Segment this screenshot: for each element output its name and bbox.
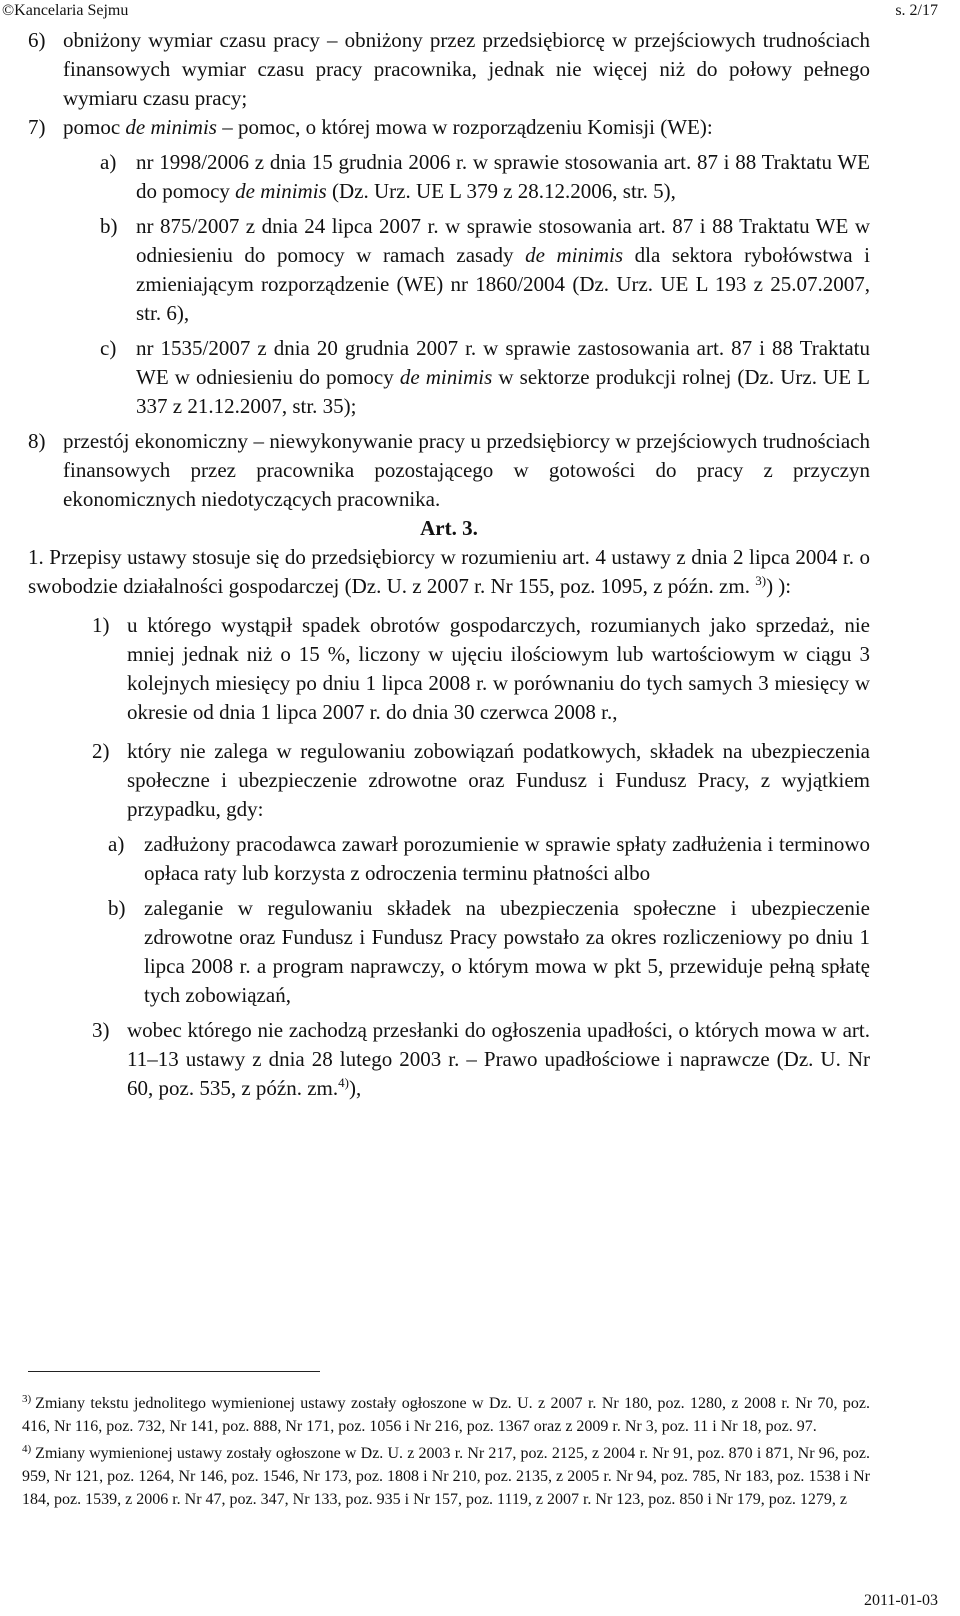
definition-item-7b [100, 212, 870, 328]
article-point-3 [92, 1016, 870, 1103]
item-letter: a) [100, 150, 117, 174]
page-number: s. 2/17 [895, 2, 938, 19]
item-text: pomoc de minimis – pomoc, o której mowa w rozporządzeniu Komisji (WE): [63, 115, 713, 139]
footnote-ref[interactable]: 3) [755, 573, 767, 588]
item-text: nr 1998/2006 z dnia 15 grudnia 2006 r. w sprawie stosowania art. 87 i 88 Traktatu WE do pomocy de minimis (Dz. Urz. UE L 379 z 28.12.2006, str. 5), [136, 150, 870, 203]
item-text: obniżony wymiar czasu pracy – obniżony przez przedsiębiorcę w przejściowych trudnościach finansowych wymiar czasu pracy pracownika, jednak nie więcej niż do połowy pełnego wymiaru czasu pracy; [63, 28, 870, 110]
footnote-ref[interactable]: 4) [338, 1075, 349, 1090]
article-point-2a [108, 830, 870, 888]
item-number: 6) [28, 28, 46, 52]
definition-item-8 [28, 427, 870, 514]
item-text: nr 875/2007 z dnia 24 lipca 2007 r. w sprawie stosowania art. 87 i 88 Traktatu WE w odniesieniu do pomocy w ramach zasady de minimis dla sektora rybołówstwa i zmieniającym rozporządzenie (WE) nr 1860/2004 (Dz. Urz. UE L 193 z 25.07.2007, str. 6), [136, 214, 870, 325]
definition-item-7a [100, 148, 870, 206]
footnote-mark: 4) [22, 1443, 32, 1455]
article-point-2b [108, 894, 870, 1010]
point-number: 2) [92, 739, 110, 763]
point-number: 3) [92, 1018, 110, 1042]
copyright-header: ©Kancelaria Sejmu [2, 2, 129, 19]
point-text: zaleganie w regulowaniu składek na ubezpieczenia społeczne i ubezpieczenie zdrowotne oraz Fundusz i Fundusz Pracy powstało za okres rozliczeniowy po dniu 1 lipca 2008 r. a program naprawczy, o którym mowa w pkt 5, przewiduje pełną spłatę tych zobowiązań, [144, 896, 870, 1007]
definition-item-7 [28, 113, 870, 142]
point-text: wobec którego nie zachodzą przesłanki do ogłoszenia upadłości, o których mowa w art. 11–13 ustawy z dnia 28 lutego 2003 r. – Prawo upadłościowe i naprawcze (Dz. U. Nr 60, poz. 535, z późn. zm.$^{4)}$), [127, 1018, 870, 1100]
footnote: $^{4)}$ Zmiany wymienionej ustawy zostały ogłoszone w Dz. U. z 2003 r. Nr 217, poz. 2125, z 2004 r. Nr 91, poz. 870 i 871, Nr 96, poz. 959, Nr 121, poz. 1264, Nr 146, poz. 1546, Nr 173, poz. 1808 i Nr 210, poz. 2135, z 2005 r. Nr 94, poz. 785, Nr 183, poz. 1538 i Nr 184, poz. 1539, z 2006 r. Nr 47, poz. 347, Nr 133, poz. 935 i Nr 157, poz. 1119, z 2007 r. Nr 123, poz. 850 i Nr 179, poz. 1279, z [22, 1443, 870, 1508]
point-letter: a) [108, 832, 125, 856]
item-number: 8) [28, 429, 46, 453]
item-text: przestój ekonomiczny – niewykonywanie pracy u przedsiębiorcy w przejściowych trudnościach finansowych przez pracownika pozostającego w gotowości do pracy z przyczyn ekonomicznych niedotyczących pracownika. [63, 429, 870, 511]
definition-item-7c [100, 334, 870, 421]
item-letter: c) [100, 336, 117, 360]
point-text: zadłużony pracodawca zawarł porozumienie w sprawie spłaty zadłużenia i terminowo opłaca raty lub korzysta z odroczenia terminu płatności albo [144, 832, 870, 885]
article-point-1 [92, 611, 870, 727]
point-text: który nie zalega w regulowaniu zobowiązań podatkowych, składek na ubezpieczenia społeczne i ubezpieczenie zdrowotne oraz Fundusz i Fundusz Pracy, z wyjątkiem przypadku, gdy: [127, 739, 870, 821]
point-letter: b) [108, 896, 126, 920]
point-text: u którego wystąpił spadek obrotów gospodarczych, rozumianych jako sprzedaż, nie mniej jednak niż o 15 %, liczony w ujęciu ilościowym lub wartościowym w ciągu 3 kolejnych miesięcy po dniu 1 lipca 2008 r. w porównaniu do tych samych 3 miesięcy w okresie od dnia 1 lipca 2007 r. do dnia 30 czerwca 2008 r., [127, 613, 870, 724]
point-number: 1) [92, 613, 110, 637]
document-date: 2011-01-03 [863, 1592, 938, 1609]
footnote: $^{3)}$ Zmiany tekstu jednolitego wymienionej ustawy zostały ogłoszone w Dz. U. z 2007 r. Nr 180, poz. 1280, z 2008 r. Nr 70, poz. 416, Nr 116, poz. 732, Nr 141, poz. 888, Nr 171, poz. 1056 i Nr 216, poz. 1367 oraz z 2009 r. Nr 3, poz. 11 i Nr 18, poz. 97. [22, 1393, 870, 1435]
article-title: Art. 3. [420, 516, 478, 540]
item-number: 7) [28, 115, 46, 139]
footnote-separator [28, 1371, 320, 1372]
footnotes [22, 1392, 870, 1515]
definition-item-6 [28, 26, 870, 113]
footnote-mark: 3) [22, 1393, 32, 1405]
document-body [28, 26, 870, 1103]
article-point-2 [92, 737, 870, 824]
item-text: nr 1535/2007 z dnia 20 grudnia 2007 r. w sprawie zastosowania art. 87 i 88 Traktatu WE w odniesieniu do pomocy de minimis w sektorze produkcji rolnej (Dz. Urz. UE L 337 z 21.12.2007, str. 35); [136, 336, 870, 418]
article-intro: 1. Przepisy ustawy stosuje się do przedsiębiorcy w rozumieniu art. 4 ustawy z dnia 2 lipca 2004 r. o swobodzie działalności gospodarczej (Dz. U. z 2007 r. Nr 155, poz. 1095, z późn. zm. $^{3)}$) ): [28, 545, 870, 598]
item-letter: b) [100, 214, 118, 238]
